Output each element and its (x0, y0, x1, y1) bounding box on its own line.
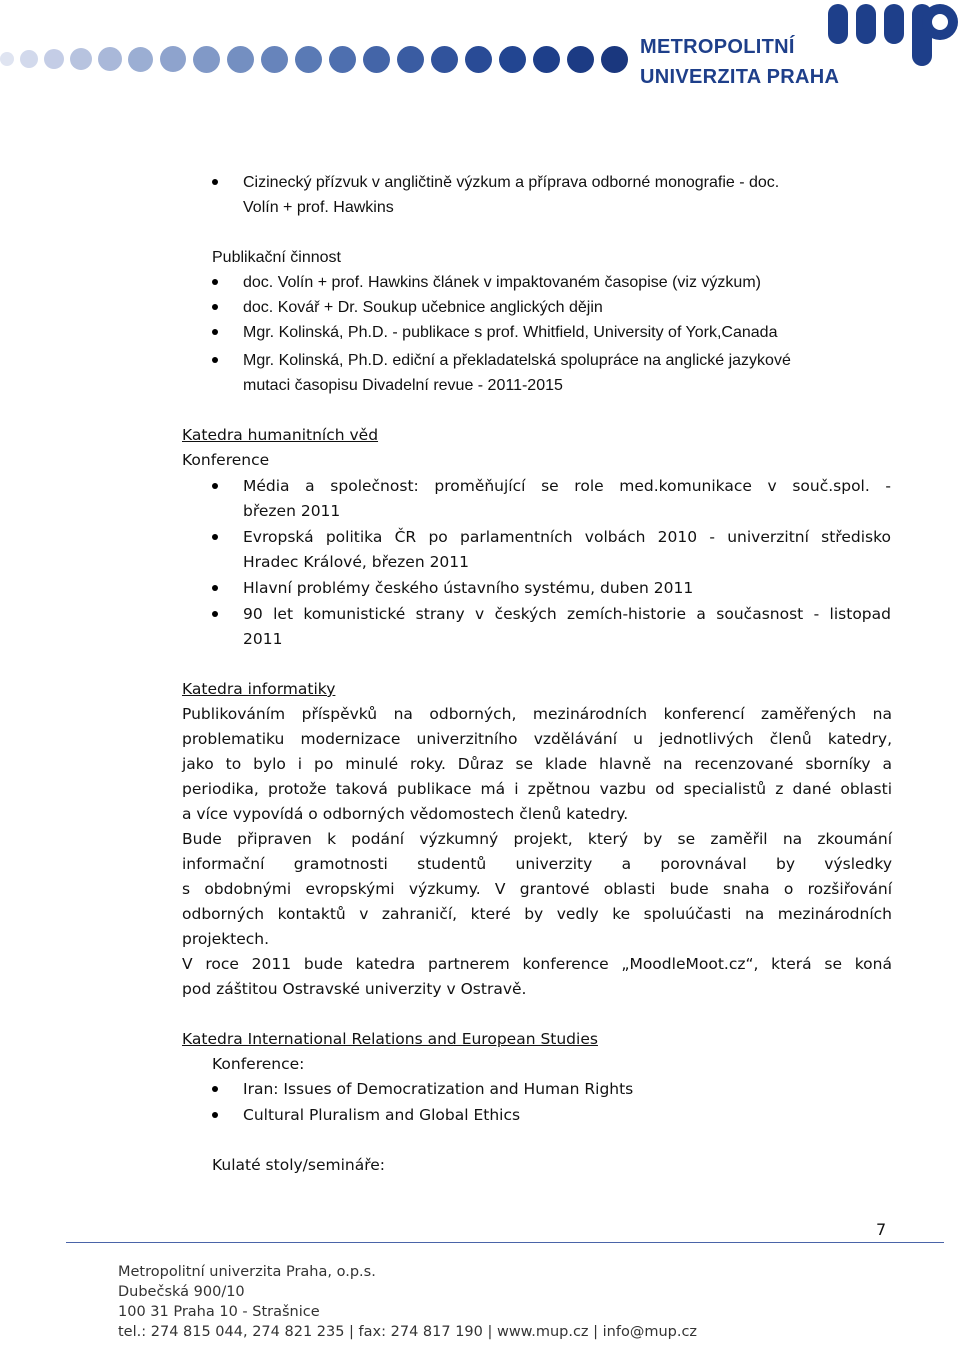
list-item: Evropská politika ČR po parlamentních volbách 2010 - univerzitní středisko (243, 528, 891, 546)
bullet-icon (212, 279, 218, 285)
department-heading: Katedra informatiky (182, 680, 336, 698)
bullet-icon (212, 585, 218, 591)
paragraph-line: pod záštitou Ostravské univerzity v Ostravě. (182, 980, 527, 998)
bullet-icon (212, 483, 218, 489)
list-item-continuation: mutaci časopisu Divadelní revue - 2011-2015 (243, 377, 563, 394)
footer-contact: tel.: 274 815 044, 274 821 235 | fax: 274 817 190 | www.mup.cz | info@mup.cz (118, 1324, 698, 1340)
bullet-icon (212, 1112, 218, 1118)
subsection-heading: Konference: (212, 1055, 305, 1073)
logo-line-1: METROPOLITNÍ (640, 36, 795, 58)
logo-line-2: UNIVERZITA PRAHA (640, 66, 840, 88)
bullet-icon (212, 304, 218, 310)
footer-street: Dubečská 900/10 (118, 1284, 245, 1300)
paragraph-line: a více vypovídá o odborných vědomostech členů katedry. (182, 805, 629, 823)
subsection-heading: Kulaté stoly/semináře: (212, 1156, 386, 1174)
paragraph-line: s obdobnými evropskými výzkumy. V grantové oblasti bude snaha o rozšiřování (182, 880, 892, 898)
bullet-icon (212, 179, 218, 185)
list-item-continuation: březen 2011 (243, 502, 341, 520)
list-item: 90 let komunistické strany v českých zemích-historie a současnost - listopad (243, 605, 891, 623)
list-item: Hlavní problémy českého ústavního systému, duben 2011 (243, 579, 694, 597)
paragraph-line: Bude připraven k podání výzkumný projekt, který by se zaměřil na zkoumání (182, 830, 892, 848)
footer-city: 100 31 Praha 10 - Strašnice (118, 1304, 320, 1320)
list-item: Mgr. Kolinská, Ph.D. ediční a překladatelská spolupráce na anglické jazykové (243, 352, 791, 369)
page-number: 7 (876, 1220, 887, 1239)
paragraph-line: projektech. (182, 930, 270, 948)
bullet-icon (212, 357, 218, 363)
list-item: Cultural Pluralism and Global Ethics (243, 1106, 521, 1124)
header-dots (0, 46, 640, 76)
list-item: doc. Kovář + Dr. Soukup učebnice anglických dějin (243, 299, 603, 316)
list-item: Média a společnost: proměňující se role med.komunikace v souč.spol. - (243, 477, 891, 495)
bullet-icon (212, 329, 218, 335)
section-heading: Publikační činnost (212, 249, 341, 266)
list-item: Mgr. Kolinská, Ph.D. - publikace s prof. Whitfield, University of York,Canada (243, 324, 778, 341)
bullet-icon (212, 611, 218, 617)
text-line: Cizinecký přízvuk v angličtině výzkum a příprava odborné monografie - doc. (243, 174, 780, 191)
mup-logo-icon (820, 0, 960, 72)
paragraph-line: informační gramotnosti studentů univerzity a porovnával by výsledky (182, 855, 892, 873)
list-item: doc. Volín + prof. Hawkins článek v impaktovaném časopise (viz výzkum) (243, 274, 761, 291)
paragraph-line: Publikováním příspěvků na odborných, mezinárodních konferencí zaměřených na (182, 705, 892, 723)
university-logo-text (640, 32, 839, 92)
department-heading: Katedra humanitních věd (182, 426, 379, 444)
paragraph-line: odborných kontaktů v zahraničí, které by vedly ke spoluúčasti na mezinárodních (182, 905, 892, 923)
paragraph-line: jako to bylo i po minulé roky. Důraz se klade hlavně na recenzované sborníky a (182, 755, 892, 773)
paragraph-line: problematiku modernizace univerzitního vzdělávání u jednotlivých členů katedry, (182, 730, 892, 748)
text-line: Volín + prof. Hawkins (243, 199, 394, 216)
list-item-continuation: Hradec Králové, březen 2011 (243, 553, 470, 571)
bullet-icon (212, 1086, 218, 1092)
list-item: Iran: Issues of Democratization and Human Rights (243, 1080, 634, 1098)
subsection-heading: Konference (182, 451, 270, 469)
paragraph-line: periodika, protože taková publikace má i zpětnou vazbu od specialistů z dané oblasti (182, 780, 892, 798)
footer-org: Metropolitní univerzita Praha, o.p.s. (118, 1264, 376, 1280)
department-heading: Katedra International Relations and European Studies (182, 1030, 598, 1048)
bullet-icon (212, 534, 218, 540)
paragraph-line: V roce 2011 bude katedra partnerem konference „MoodleMoot.cz“, která se koná (182, 955, 892, 973)
footer-divider (66, 1242, 944, 1243)
list-item-continuation: 2011 (243, 630, 283, 648)
